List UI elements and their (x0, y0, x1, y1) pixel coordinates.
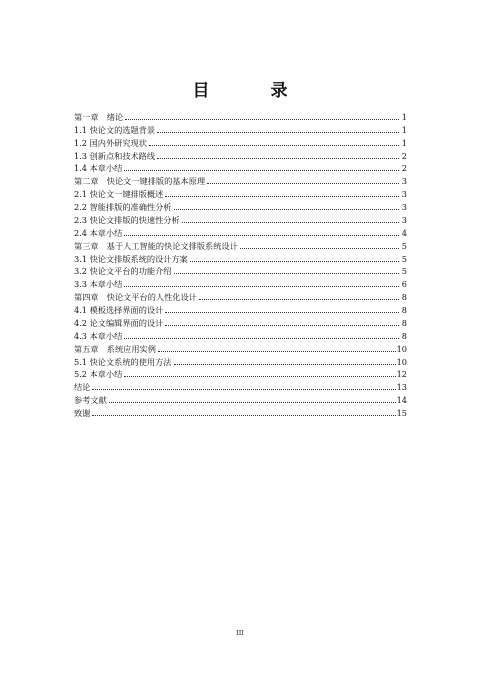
toc-entry-page: 1 (401, 111, 407, 122)
toc-entry (74, 380, 407, 393)
toc-entry (74, 162, 407, 175)
toc-entry-label: 第五章 系统应用实例 (74, 343, 156, 354)
toc-entry-page: 3 (401, 214, 407, 225)
toc-entry-page: 3 (401, 176, 407, 187)
toc-entry-label: 3.1 快论文排版系统的设计方案 (74, 253, 188, 264)
toc-entry-page: 5 (401, 240, 407, 251)
toc-entry (74, 213, 407, 226)
toc-entry (74, 290, 407, 303)
toc-entry-page: 10 (396, 343, 407, 354)
toc-entry (74, 393, 407, 406)
toc-leader-dots (165, 195, 399, 197)
toc-leader-dots (157, 157, 399, 159)
toc-leader-dots (124, 234, 399, 236)
toc-entry-page: 1 (401, 137, 407, 148)
toc-entry-label: 5.2 本章小结 (74, 369, 123, 380)
toc-leader-dots (240, 247, 399, 249)
toc-entry-label: 3.2 快论文平台的功能介绍 (74, 266, 172, 277)
toc-entry (74, 342, 407, 355)
toc-entry-page: 8 (401, 292, 407, 303)
toc-leader-dots (149, 144, 399, 146)
toc-entry (74, 406, 407, 419)
toc-entry-label: 3.3 本章小结 (74, 279, 123, 290)
toc-entry-label: 致谢 (74, 408, 91, 418)
toc-entry (74, 136, 407, 149)
toc-entry (74, 239, 407, 252)
toc-leader-dots (174, 363, 396, 365)
toc-entry (74, 277, 407, 290)
toc-leader-dots (109, 401, 396, 403)
toc-leader-dots (207, 182, 399, 184)
toc-entry-label: 第二章 快论文一键排版的基本原理 (74, 176, 206, 187)
toc-entry-label: 2.3 快论文排版的快速性分析 (74, 214, 180, 225)
toc-entry-page: 10 (396, 356, 407, 367)
toc-leader-dots (174, 272, 400, 274)
toc-entry-label: 4.1 模板选择界面的设计 (74, 305, 164, 315)
toc-leader-dots (199, 298, 399, 300)
toc-entry-page: 4 (401, 227, 407, 238)
toc-entry-page: 8 (401, 330, 407, 341)
toc-entry (74, 187, 407, 200)
toc-entry-label: 参考文献 (74, 395, 107, 406)
toc-leader-dots (158, 350, 396, 352)
toc-entry-page: 3 (401, 189, 407, 200)
toc-entry-label: 1.4 本章小结 (74, 163, 123, 174)
toc-entry-page: 13 (396, 382, 407, 393)
toc-entry (74, 149, 407, 162)
toc-leader-dots (157, 131, 399, 133)
toc-entry-page: 8 (401, 317, 407, 328)
toc-entry (74, 110, 407, 123)
toc-entry (74, 252, 407, 265)
toc-entry-page: 5 (401, 253, 407, 264)
toc-entry-page: 1 (401, 124, 407, 135)
toc-entry-page: 8 (401, 305, 407, 315)
toc-entry-label: 2.4 本章小结 (74, 227, 123, 238)
toc-leader-dots (165, 324, 399, 326)
toc-entry-page: 5 (401, 266, 407, 277)
toc-entry (74, 174, 407, 187)
toc-leader-dots (165, 311, 399, 313)
toc-entry (74, 123, 407, 136)
page-number: III (236, 629, 244, 637)
toc-entry-label: 2.2 智能排版的准确性分析 (74, 202, 172, 212)
toc-entry (74, 355, 407, 368)
toc-entry-label: 1.3 创新点和技术路线 (74, 150, 156, 161)
toc-entry-label: 4.3 本章小结 (74, 330, 123, 341)
toc-leader-dots (92, 414, 395, 416)
table-of-contents (74, 110, 407, 419)
toc-entry-page: 12 (396, 369, 407, 380)
toc-leader-dots (124, 375, 395, 377)
toc-entry (74, 265, 407, 278)
toc-entry-label: 第四章 快论文平台的人性化设计 (74, 292, 197, 303)
toc-leader-dots (124, 337, 399, 339)
toc-entry-label: 第三章 基于人工智能的快论文排版系统设计 (74, 240, 238, 251)
toc-entry-label: 1.2 国内外研究现状 (74, 137, 147, 148)
toc-entry-label: 4.2 论文编辑界面的设计 (74, 317, 164, 328)
toc-entry (74, 226, 407, 239)
toc-entry-label: 结论 (74, 382, 91, 393)
toc-entry-page: 2 (401, 163, 407, 174)
toc-entry-label: 5.1 快论文系统的使用方法 (74, 356, 172, 367)
toc-entry-label: 第一章 绪论 (74, 111, 124, 122)
toc-leader-dots (124, 285, 399, 287)
toc-entry (74, 329, 407, 342)
toc-entry (74, 303, 407, 316)
toc-entry-page: 2 (401, 150, 407, 161)
toc-leader-dots (182, 221, 399, 223)
toc-entry-page: 15 (396, 408, 407, 418)
toc-leader-dots (125, 118, 399, 120)
toc-entry-page: 6 (401, 279, 407, 290)
toc-entry-label: 1.1 快论文的选题背景 (74, 124, 156, 135)
toc-entry (74, 316, 407, 329)
toc-leader-dots (190, 260, 399, 262)
toc-title: 目 录 (192, 81, 310, 101)
toc-leader-dots (124, 169, 399, 171)
toc-leader-dots (174, 208, 400, 210)
toc-entry-label: 2.1 快论文一键排版概述 (74, 189, 164, 200)
toc-leader-dots (92, 388, 395, 390)
toc-entry (74, 368, 407, 381)
toc-entry-page: 3 (401, 202, 407, 212)
toc-entry-page: 14 (396, 395, 407, 406)
toc-entry (74, 200, 407, 213)
